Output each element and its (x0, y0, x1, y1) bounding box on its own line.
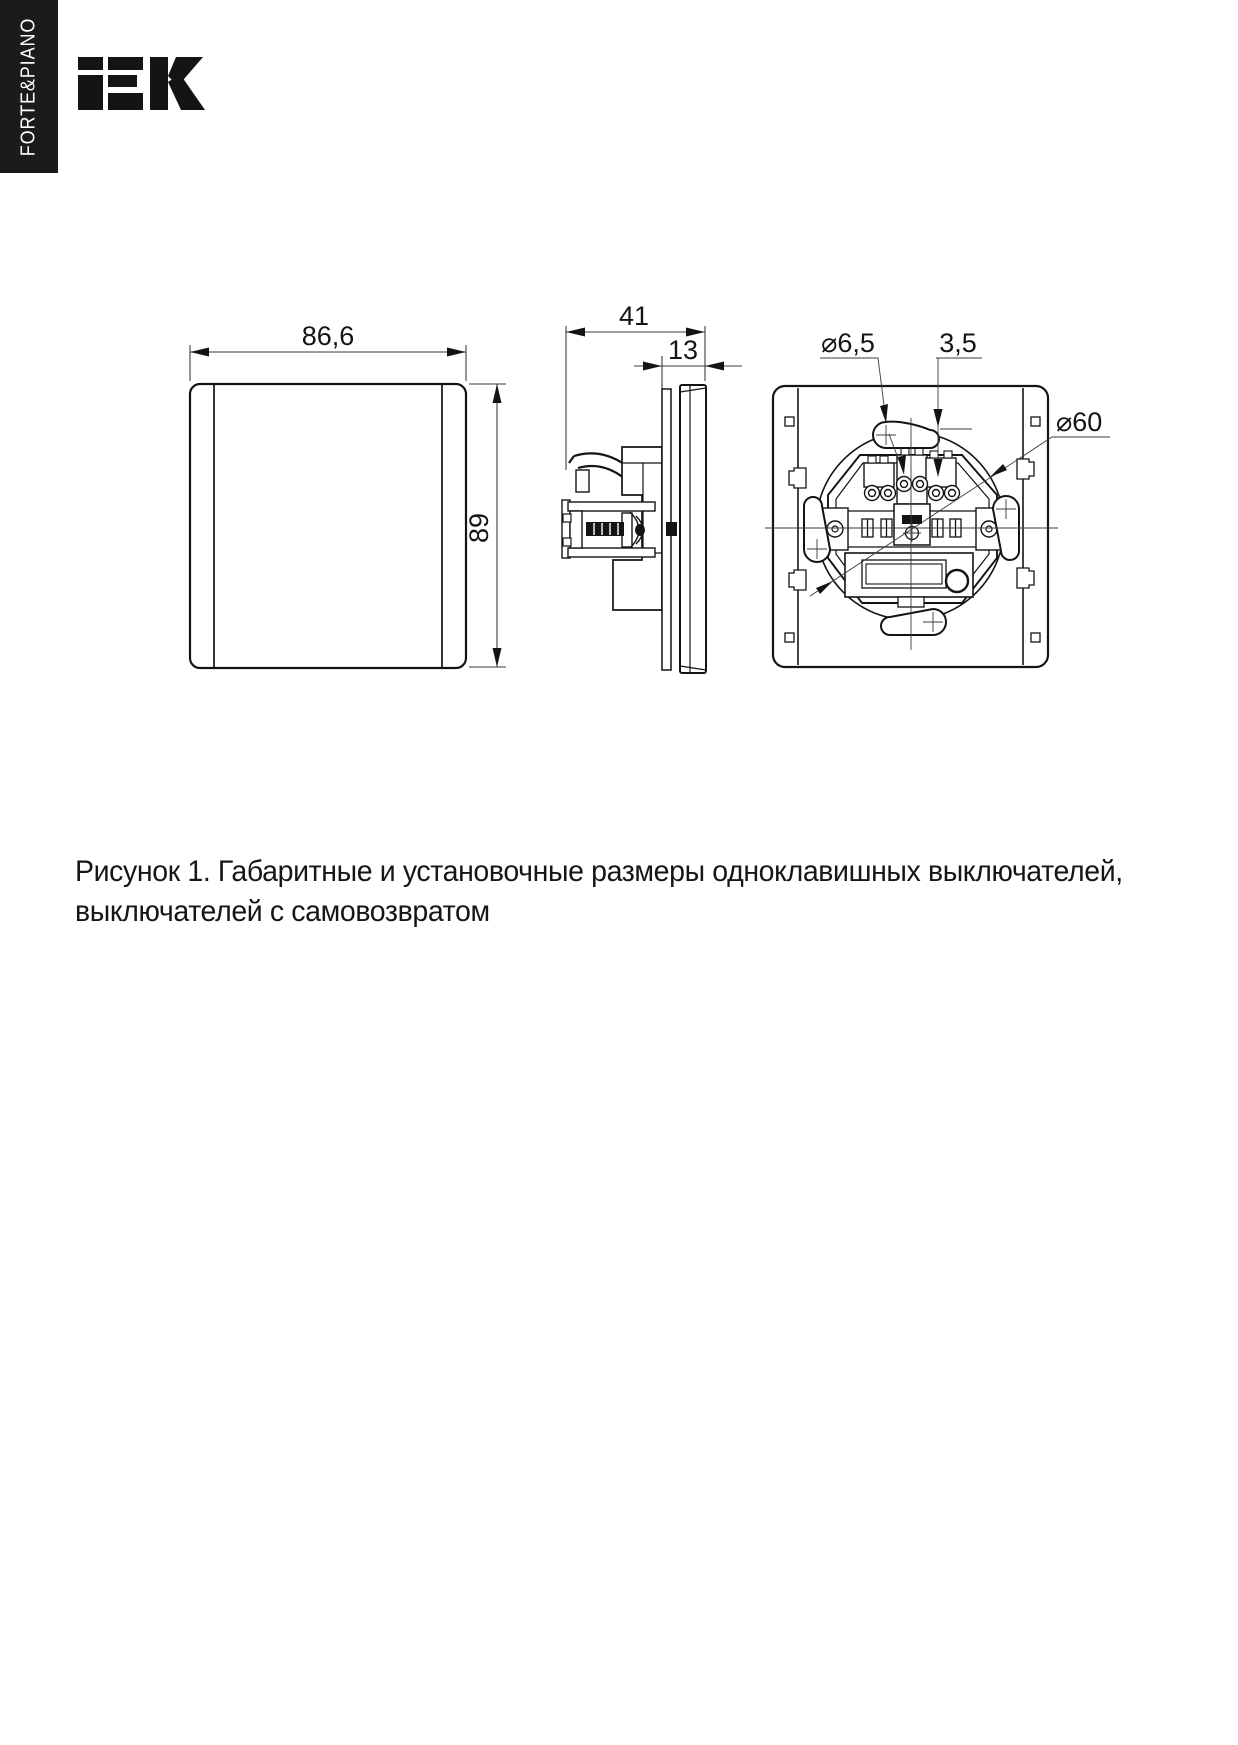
figure-caption-line1: Рисунок 1. Габаритные и установочные размеры одноклавишных выключателей, (75, 855, 1123, 888)
side-cover-plate (680, 385, 706, 673)
terminal-block-left (864, 463, 894, 487)
dim-front-height: 89 (464, 512, 494, 544)
dim-side-depth-total: 41 (618, 301, 650, 331)
back-view-drawing (765, 328, 1110, 667)
dim-slot-width: 3,5 (939, 328, 977, 358)
dim-hole-diameter: ⌀6,5 (821, 328, 875, 358)
front-view-drawing (190, 321, 506, 668)
dim-box-diameter: ⌀60 (1056, 407, 1103, 437)
figure-caption (75, 852, 1139, 932)
dim-side-depth-front: 13 (667, 335, 699, 365)
side-view-drawing (562, 301, 742, 673)
series-label: FORTE&PIANO (17, 17, 40, 156)
switch-front-plate (190, 384, 466, 668)
figure-caption-line2: выключателей с самовозвратом (75, 895, 490, 928)
dim-front-width: 86,6 (301, 321, 355, 351)
